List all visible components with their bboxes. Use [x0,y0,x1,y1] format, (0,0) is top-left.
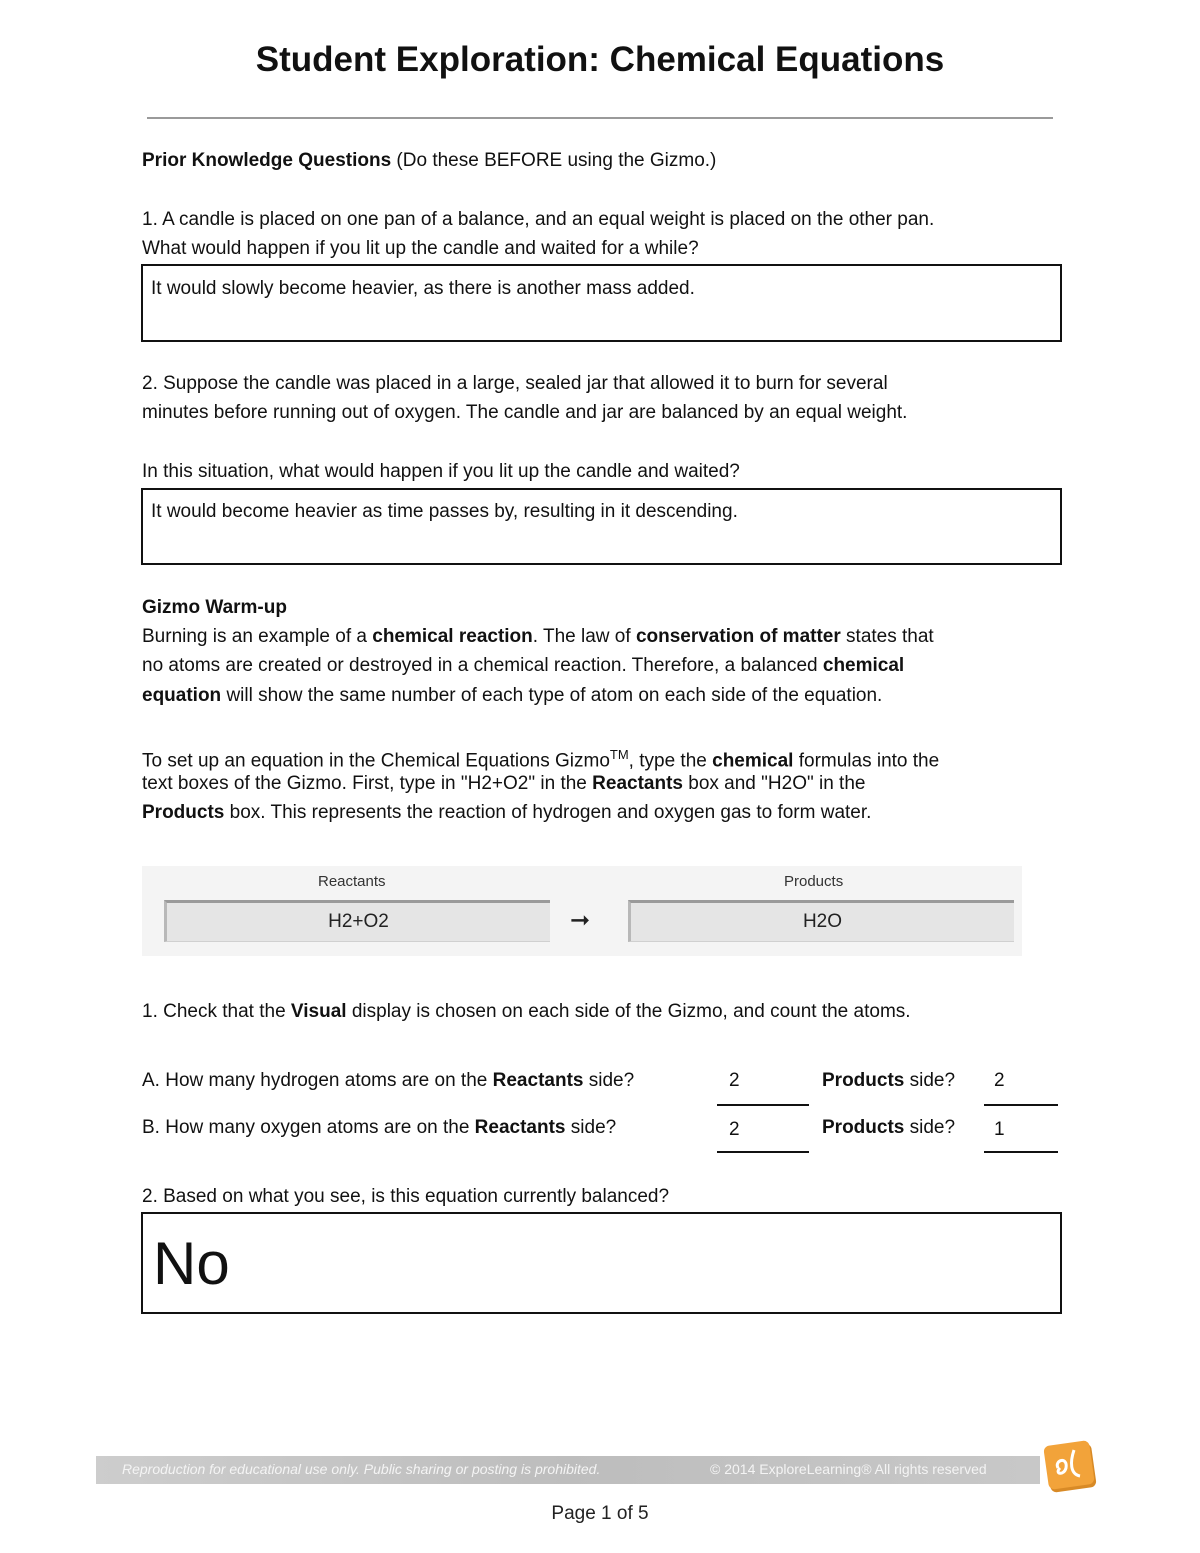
warmup-p2-line-1: To set up an equation in the Chemical Equations Gizmo™, type the chemical formulas into the [142,747,940,772]
page-title: Student Exploration: Chemical Equations [255,40,945,79]
answer-a-reactants[interactable]: 2 [729,1070,740,1091]
answer-b-reactants[interactable]: 2 [729,1119,740,1140]
question-1-line-2: What would happen if you lit up the candle and waited for a while? [142,238,699,259]
answer-a-reactants-underline [717,1104,809,1106]
question-b: B. How many oxygen atoms are on the Reactants side? [142,1117,617,1138]
warmup-p2-line-2: text boxes of the Gizmo. First, type in "H2+O2" in the Reactants box and "H2O" in the [142,773,866,794]
question-2-line-2: minutes before running out of oxygen. The candle and jar are balanced by an equal weight. [142,402,908,423]
warmup-p2-line-3: Products box. This represents the reaction of hydrogen and oxygen gas to form water. [142,802,872,823]
answer-box-2[interactable] [141,488,1062,565]
products-field: H2O [628,900,1014,942]
question-a: A. How many hydrogen atoms are on the Reactants side? [142,1070,635,1091]
title-divider [147,117,1053,119]
prior-heading: Prior Knowledge Questions [142,150,392,171]
balanced-question: 2. Based on what you see, is this equation currently balanced? [142,1186,670,1207]
footer-bar [96,1456,1040,1484]
reactants-field: H2+O2 [164,900,550,942]
question-2-line-1: 2. Suppose the candle was placed in a large, sealed jar that allowed it to burn for several [142,373,888,394]
prior-heading-line [142,146,716,176]
warmup-p1-line-1: Burning is an example of a chemical reaction. The law of conservation of matter states that [142,626,934,647]
question-b-products: Products side? [822,1117,956,1138]
answer-b-products-underline [984,1151,1058,1153]
balanced-answer-box[interactable] [141,1212,1062,1314]
answer-box-1[interactable] [141,264,1062,342]
prior-heading-note: (Do these BEFORE using the Gizmo.) [391,150,717,171]
warmup-heading: Gizmo Warm-up [142,597,287,618]
answer-2-text: It would become heavier as time passes by, resulting in it descending. [151,501,738,522]
check-question: 1. Check that the Visual display is chosen on each side of the Gizmo, and count the atoms. [142,1001,911,1022]
reactants-label: Reactants [318,873,386,890]
footer-rights: © 2014 ExploreLearning® All rights reserved [710,1461,987,1477]
answer-b-products[interactable]: 1 [994,1119,1005,1140]
products-label: Products [784,873,844,890]
question-a-products: Products side? [822,1070,956,1091]
footer-copyright-notice: Reproduction for educational use only. Public sharing or posting is prohibited. [122,1461,601,1477]
warmup-p1-line-2: no atoms are created or destroyed in a chemical reaction. Therefore, a balanced chemical [142,655,905,676]
warmup-p1-line-3: equation will show the same number of each type of atom on each side of the equation. [142,685,883,706]
answer-1-text: It would slowly become heavier, as there is another mass added. [151,278,695,299]
explorelearning-logo-icon [1040,1438,1102,1496]
answer-b-reactants-underline [717,1151,809,1153]
gizmo-screenshot [142,866,1022,956]
answer-a-products-underline [984,1104,1058,1106]
question-2-line-3: In this situation, what would happen if you lit up the candle and waited? [142,461,740,482]
answer-a-products[interactable]: 2 [994,1070,1005,1091]
page-number: Page 1 of 5 [551,1503,649,1524]
question-1-line-1: 1. A candle is placed on one pan of a balance, and an equal weight is placed on the other pan. [142,209,935,230]
balanced-answer-text: No [153,1230,230,1297]
reaction-arrow-icon: ➞ [570,907,591,934]
